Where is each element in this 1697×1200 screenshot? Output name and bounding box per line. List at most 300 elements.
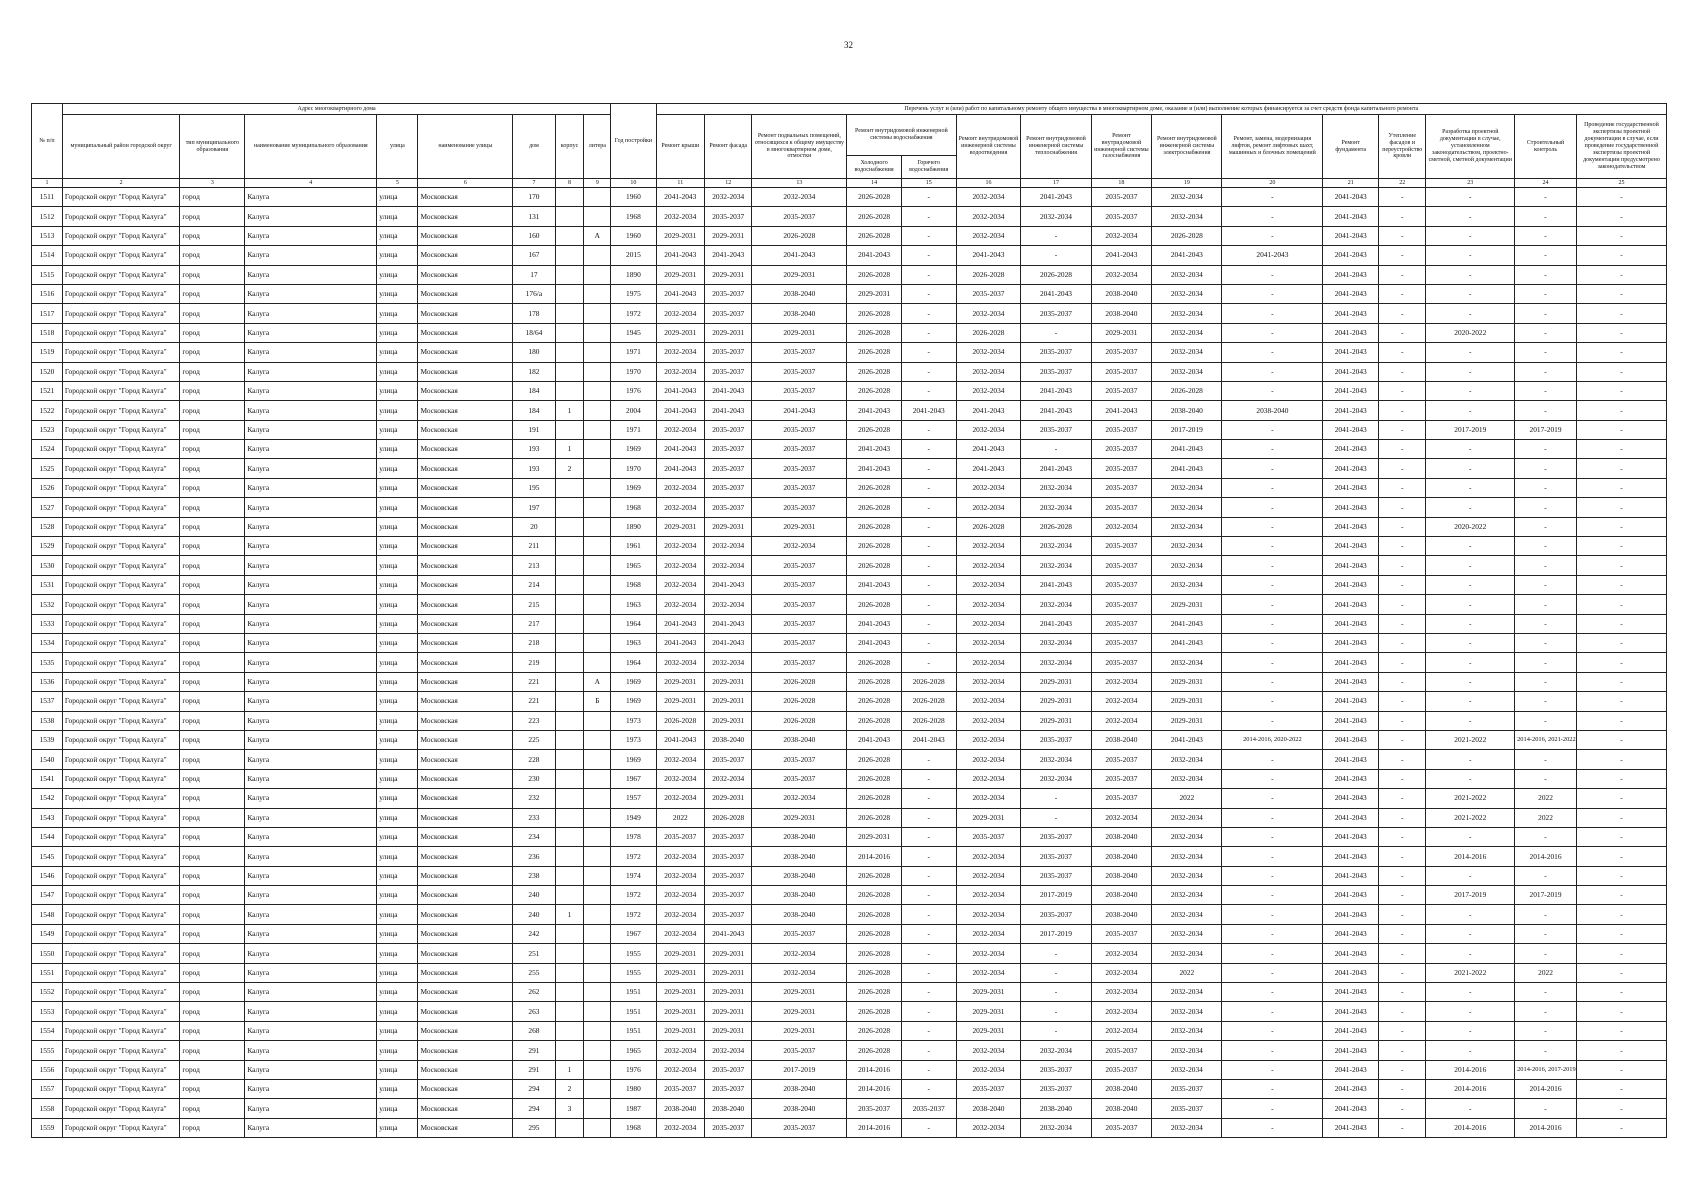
- table-cell: 2041-2043: [1323, 983, 1379, 1002]
- table-cell: 2041-2043: [656, 188, 704, 207]
- table-cell: Калуга: [245, 672, 377, 691]
- table-cell: -: [1576, 1079, 1666, 1098]
- table-cell: [584, 381, 611, 400]
- table-cell: -: [1576, 672, 1666, 691]
- table-cell: -: [1379, 595, 1426, 614]
- table-cell: город: [180, 944, 245, 963]
- table-cell: 1969: [611, 478, 656, 497]
- table-cell: город: [180, 188, 245, 207]
- table-cell: 2041-2043: [705, 924, 752, 943]
- table-cell: -: [1576, 886, 1666, 905]
- table-cell: 1978: [611, 827, 656, 846]
- table-cell: Городской округ "Город Калуга": [62, 478, 180, 497]
- table-cell: Городской округ "Город Калуга": [62, 1002, 180, 1021]
- table-cell: 2032-2034: [656, 866, 704, 885]
- table-cell: -: [901, 420, 956, 439]
- table-cell: 2041-2043: [1323, 886, 1379, 905]
- table-cell: -: [1222, 886, 1323, 905]
- table-cell: улица: [377, 886, 418, 905]
- table-cell: -: [1379, 323, 1426, 342]
- table-cell: 2029-2031: [656, 672, 704, 691]
- table-cell: 2032-2034: [956, 556, 1021, 575]
- table-cell: Городской округ "Город Калуга": [62, 1060, 180, 1079]
- table-cell: [584, 440, 611, 459]
- table-cell: город: [180, 537, 245, 556]
- table-cell: 1: [555, 1060, 584, 1079]
- table-cell: -: [1222, 575, 1323, 594]
- table-cell: улица: [377, 730, 418, 749]
- table-cell: 2032-2034: [705, 556, 752, 575]
- table-cell: город: [180, 595, 245, 614]
- table-cell: 225: [513, 730, 555, 749]
- table-cell: Московская: [418, 1060, 513, 1079]
- table-cell: Московская: [418, 265, 513, 284]
- table-cell: -: [1222, 633, 1323, 652]
- table-cell: -: [1576, 284, 1666, 303]
- column-number-cell: 3: [180, 179, 245, 188]
- table-cell: 2026-2028: [847, 207, 902, 226]
- table-cell: 2026-2028: [847, 595, 902, 614]
- table-cell: 2022: [1515, 808, 1577, 827]
- table-cell: 2022: [1152, 789, 1222, 808]
- table-cell: 268: [513, 1021, 555, 1040]
- table-cell: 184: [513, 381, 555, 400]
- table-cell: 2032-2034: [956, 575, 1021, 594]
- table-cell: 2035-2037: [847, 1099, 902, 1118]
- table-cell: -: [1515, 769, 1577, 788]
- table-cell: -: [1426, 905, 1515, 924]
- table-cell: -: [901, 827, 956, 846]
- table-cell: -: [1222, 827, 1323, 846]
- table-row: [32, 847, 1667, 866]
- table-cell: 2032-2034: [956, 672, 1021, 691]
- table-cell: улица: [377, 924, 418, 943]
- table-cell: 2017-2019: [1021, 924, 1091, 943]
- table-cell: 1557: [32, 1079, 63, 1098]
- table-cell: 2032-2034: [656, 847, 704, 866]
- table-cell: -: [1222, 459, 1323, 478]
- table-cell: Городской округ "Город Калуга": [62, 750, 180, 769]
- table-cell: 2035-2037: [1021, 304, 1091, 323]
- table-cell: 2017-2019: [1426, 886, 1515, 905]
- table-cell: -: [1379, 246, 1426, 265]
- table-cell: 1: [555, 401, 584, 420]
- table-cell: [555, 323, 584, 342]
- table-cell: [555, 866, 584, 885]
- table-cell: 1971: [611, 420, 656, 439]
- table-row: [32, 1002, 1667, 1021]
- table-cell: [584, 1099, 611, 1118]
- table-cell: 2029-2031: [705, 789, 752, 808]
- table-cell: 2041-2043: [1222, 246, 1323, 265]
- table-cell: 2032-2034: [656, 362, 704, 381]
- table-cell: Калуга: [245, 343, 377, 362]
- table-cell: улица: [377, 1060, 418, 1079]
- table-cell: -: [1576, 750, 1666, 769]
- table-cell: 2035-2037: [705, 847, 752, 866]
- column-number-cell: 12: [705, 179, 752, 188]
- table-cell: 2032-2034: [1152, 769, 1222, 788]
- table-cell: 1963: [611, 633, 656, 652]
- table-cell: улица: [377, 750, 418, 769]
- table-cell: улица: [377, 827, 418, 846]
- table-cell: 2035-2037: [705, 1060, 752, 1079]
- table-cell: 1529: [32, 537, 63, 556]
- table-cell: город: [180, 769, 245, 788]
- table-cell: 2: [555, 1079, 584, 1098]
- table-cell: 2032-2034: [1021, 1118, 1091, 1137]
- col-expertise-header: Проведение государственной экспертизы проектной документации в случае, если проведение государственной экспертизы проектной документации предусмотрено законодательством: [1576, 115, 1666, 179]
- table-cell: [584, 730, 611, 749]
- table-cell: [555, 420, 584, 439]
- table-cell: 2032-2034: [956, 847, 1021, 866]
- table-cell: 1968: [611, 498, 656, 517]
- table-cell: [584, 304, 611, 323]
- table-cell: 1972: [611, 847, 656, 866]
- table-cell: -: [901, 924, 956, 943]
- table-cell: улица: [377, 420, 418, 439]
- table-cell: -: [901, 459, 956, 478]
- table-cell: -: [1426, 924, 1515, 943]
- table-cell: 2041-2043: [1323, 614, 1379, 633]
- table-cell: Калуга: [245, 614, 377, 633]
- table-cell: [555, 226, 584, 245]
- table-cell: 2035-2037: [752, 1041, 847, 1060]
- col-basement-header: Ремонт подвальных помещений, относящихся к общему имуществу в многоквартирном доме, отмостки: [752, 115, 847, 179]
- table-cell: 2026-2028: [1152, 381, 1222, 400]
- table-cell: Московская: [418, 1079, 513, 1098]
- table-cell: 3: [555, 1099, 584, 1118]
- table-cell: Калуга: [245, 1021, 377, 1040]
- table-cell: -: [1222, 1060, 1323, 1079]
- table-cell: 2041-2043: [1323, 188, 1379, 207]
- table-cell: 1514: [32, 246, 63, 265]
- table-cell: 2017-2019: [1515, 886, 1577, 905]
- table-cell: 2032-2034: [1021, 595, 1091, 614]
- table-cell: 2032-2034: [752, 537, 847, 556]
- table-cell: [584, 866, 611, 885]
- table-cell: 2026-2028: [847, 653, 902, 672]
- table-cell: 2032-2034: [1152, 575, 1222, 594]
- table-cell: 2041-2043: [1021, 401, 1091, 420]
- table-cell: Московская: [418, 362, 513, 381]
- table-cell: Московская: [418, 808, 513, 827]
- table-cell: -: [1515, 188, 1577, 207]
- table-cell: Калуга: [245, 537, 377, 556]
- table-cell: Калуга: [245, 517, 377, 536]
- table-cell: 2032-2034: [656, 304, 704, 323]
- table-cell: 2032-2034: [1152, 478, 1222, 497]
- table-cell: 2035-2037: [1091, 595, 1152, 614]
- table-cell: 2026-2028: [901, 672, 956, 691]
- table-cell: 2032-2034: [656, 478, 704, 497]
- table-cell: 2032-2034: [656, 556, 704, 575]
- table-cell: город: [180, 323, 245, 342]
- table-cell: -: [1515, 711, 1577, 730]
- table-cell: -: [1222, 556, 1323, 575]
- table-cell: -: [1222, 789, 1323, 808]
- table-cell: Городской округ "Город Калуга": [62, 633, 180, 652]
- table-cell: 2026-2028: [1021, 265, 1091, 284]
- table-row: [32, 750, 1667, 769]
- table-cell: 1972: [611, 304, 656, 323]
- table-cell: 2035-2037: [1091, 1041, 1152, 1060]
- table-cell: 2035-2037: [705, 905, 752, 924]
- table-row: [32, 789, 1667, 808]
- table-cell: 2029-2031: [656, 323, 704, 342]
- table-cell: 2041-2043: [1323, 789, 1379, 808]
- table-cell: улица: [377, 401, 418, 420]
- table-cell: город: [180, 362, 245, 381]
- table-cell: 2035-2037: [956, 827, 1021, 846]
- table-cell: 2022: [1515, 963, 1577, 982]
- table-cell: 2022: [1515, 789, 1577, 808]
- column-number-cell: 15: [901, 179, 956, 188]
- table-cell: -: [901, 653, 956, 672]
- table-cell: 2032-2034: [1091, 711, 1152, 730]
- table-cell: [555, 188, 584, 207]
- table-cell: -: [901, 226, 956, 245]
- column-number-cell: 18: [1091, 179, 1152, 188]
- table-cell: 2041-2043: [1152, 730, 1222, 749]
- table-cell: Городской округ "Город Калуга": [62, 730, 180, 749]
- table-cell: 2026-2028: [847, 537, 902, 556]
- table-cell: Городской округ "Город Калуга": [62, 556, 180, 575]
- table-cell: 2032-2034: [1021, 750, 1091, 769]
- table-cell: [555, 672, 584, 691]
- table-cell: [584, 188, 611, 207]
- table-cell: Московская: [418, 517, 513, 536]
- table-cell: Московская: [418, 284, 513, 303]
- table-cell: 2041-2043: [1323, 692, 1379, 711]
- table-cell: город: [180, 498, 245, 517]
- table-cell: город: [180, 226, 245, 245]
- table-cell: город: [180, 924, 245, 943]
- table-cell: -: [1576, 847, 1666, 866]
- table-cell: -: [1426, 614, 1515, 633]
- table-row: [32, 478, 1667, 497]
- table-cell: 2041-2043: [901, 730, 956, 749]
- table-cell: 2041-2043: [1323, 478, 1379, 497]
- table-cell: 2041-2043: [1323, 1002, 1379, 1021]
- table-cell: 2035-2037: [705, 866, 752, 885]
- table-cell: 2032-2034: [1152, 362, 1222, 381]
- table-cell: -: [1576, 188, 1666, 207]
- table-row: [32, 1099, 1667, 1118]
- table-cell: Московская: [418, 595, 513, 614]
- table-cell: 2032-2034: [1152, 1041, 1222, 1060]
- table-cell: 1969: [611, 672, 656, 691]
- table-cell: 291: [513, 1060, 555, 1079]
- table-cell: 2032-2034: [1091, 265, 1152, 284]
- table-cell: 1528: [32, 517, 63, 536]
- table-cell: -: [1426, 1099, 1515, 1118]
- table-cell: 2032-2034: [656, 924, 704, 943]
- table-cell: 2032-2034: [956, 769, 1021, 788]
- table-cell: 2041-2043: [1323, 944, 1379, 963]
- table-cell: 1551: [32, 963, 63, 982]
- table-cell: 2032-2034: [1091, 944, 1152, 963]
- table-cell: 2041-2043: [1021, 188, 1091, 207]
- table-cell: 1968: [611, 575, 656, 594]
- table-cell: -: [1021, 963, 1091, 982]
- table-cell: 1530: [32, 556, 63, 575]
- table-cell: -: [1222, 440, 1323, 459]
- table-cell: 1965: [611, 556, 656, 575]
- table-cell: 2032-2034: [956, 537, 1021, 556]
- table-cell: [555, 1041, 584, 1060]
- table-cell: 2032-2034: [956, 226, 1021, 245]
- table-cell: 2041-2043: [705, 401, 752, 420]
- table-cell: 1: [555, 440, 584, 459]
- table-cell: город: [180, 750, 245, 769]
- table-cell: -: [1576, 789, 1666, 808]
- table-cell: Калуга: [245, 692, 377, 711]
- table-cell: 2035-2037: [1021, 827, 1091, 846]
- table-cell: [555, 207, 584, 226]
- table-cell: 242: [513, 924, 555, 943]
- column-number-cell: 9: [584, 179, 611, 188]
- table-cell: 2041-2043: [1152, 459, 1222, 478]
- table-cell: Калуга: [245, 827, 377, 846]
- table-cell: Калуга: [245, 1060, 377, 1079]
- table-cell: Московская: [418, 866, 513, 885]
- table-row: [32, 537, 1667, 556]
- table-cell: 1516: [32, 284, 63, 303]
- table-body: [32, 188, 1667, 1138]
- table-cell: 2029-2031: [1021, 672, 1091, 691]
- table-cell: 2029-2031: [656, 983, 704, 1002]
- table-cell: 2038-2040: [752, 284, 847, 303]
- table-cell: 2017-2019: [752, 1060, 847, 1079]
- table-cell: -: [901, 517, 956, 536]
- table-cell: город: [180, 381, 245, 400]
- table-cell: -: [1515, 362, 1577, 381]
- table-cell: 1970: [611, 362, 656, 381]
- table-cell: 1951: [611, 1021, 656, 1040]
- table-cell: -: [901, 440, 956, 459]
- col-facade-header: Ремонт фасада: [705, 115, 752, 179]
- table-cell: [584, 1079, 611, 1098]
- table-cell: город: [180, 653, 245, 672]
- table-cell: -: [901, 1002, 956, 1021]
- table-cell: 2032-2034: [1152, 847, 1222, 866]
- table-cell: 1949: [611, 808, 656, 827]
- table-row: [32, 323, 1667, 342]
- table-cell: -: [1576, 246, 1666, 265]
- table-row: [32, 188, 1667, 207]
- table-cell: -: [1576, 924, 1666, 943]
- table-cell: 2032-2034: [1152, 944, 1222, 963]
- table-cell: [584, 905, 611, 924]
- table-cell: улица: [377, 1041, 418, 1060]
- table-cell: 295: [513, 1118, 555, 1137]
- table-cell: -: [1515, 478, 1577, 497]
- table-cell: 2014-2016: [1515, 1079, 1577, 1098]
- table-cell: Калуга: [245, 1079, 377, 1098]
- table-cell: -: [1379, 362, 1426, 381]
- table-cell: [555, 730, 584, 749]
- table-cell: -: [1576, 711, 1666, 730]
- table-cell: 2041-2043: [1323, 769, 1379, 788]
- table-cell: -: [901, 1021, 956, 1040]
- table-cell: 2032-2034: [656, 1060, 704, 1079]
- table-cell: 2035-2037: [1091, 440, 1152, 459]
- table-cell: -: [1515, 944, 1577, 963]
- table-cell: 2041-2043: [1021, 284, 1091, 303]
- table-cell: 2032-2034: [656, 420, 704, 439]
- table-cell: улица: [377, 1079, 418, 1098]
- table-cell: город: [180, 1118, 245, 1137]
- table-cell: 2035-2037: [1021, 343, 1091, 362]
- table-cell: -: [1021, 1002, 1091, 1021]
- table-cell: 2035-2037: [752, 924, 847, 943]
- table-cell: -: [1426, 440, 1515, 459]
- table-cell: 2032-2034: [1152, 866, 1222, 885]
- table-cell: 197: [513, 498, 555, 517]
- col-house-header: дом: [513, 115, 555, 179]
- table-cell: -: [1379, 1002, 1426, 1021]
- table-cell: 1968: [611, 207, 656, 226]
- table-cell: Московская: [418, 226, 513, 245]
- table-cell: [555, 827, 584, 846]
- table-cell: 240: [513, 905, 555, 924]
- table-cell: 2032-2034: [656, 653, 704, 672]
- table-cell: 2032-2034: [656, 575, 704, 594]
- table-cell: 2035-2037: [705, 1118, 752, 1137]
- table-cell: 2041-2043: [1323, 808, 1379, 827]
- table-cell: 2032-2034: [956, 304, 1021, 323]
- table-cell: -: [1021, 983, 1091, 1002]
- table-cell: 255: [513, 963, 555, 982]
- table-cell: 2032-2034: [1091, 226, 1152, 245]
- table-cell: 2032-2034: [705, 537, 752, 556]
- table-cell: 2026-2028: [1152, 226, 1222, 245]
- table-cell: 2041-2043: [1323, 381, 1379, 400]
- table-cell: 215: [513, 595, 555, 614]
- table-cell: -: [1222, 711, 1323, 730]
- table-cell: 233: [513, 808, 555, 827]
- table-cell: -: [1222, 1099, 1323, 1118]
- table-cell: 2029-2031: [705, 517, 752, 536]
- table-cell: 2032-2034: [956, 207, 1021, 226]
- table-cell: 1541: [32, 769, 63, 788]
- table-cell: 180: [513, 343, 555, 362]
- table-cell: -: [1021, 1021, 1091, 1040]
- table-cell: 2041-2043: [956, 440, 1021, 459]
- table-cell: -: [1222, 905, 1323, 924]
- table-cell: город: [180, 614, 245, 633]
- table-row: [32, 1041, 1667, 1060]
- table-cell: -: [1379, 537, 1426, 556]
- table-cell: Калуга: [245, 730, 377, 749]
- table-cell: -: [1515, 284, 1577, 303]
- table-cell: 182: [513, 362, 555, 381]
- table-cell: 2026-2028: [847, 188, 902, 207]
- table-cell: 2014-2016: [847, 847, 902, 866]
- table-cell: -: [1576, 692, 1666, 711]
- table-cell: 2035-2037: [1091, 633, 1152, 652]
- table-cell: -: [1379, 207, 1426, 226]
- table-cell: -: [1515, 750, 1577, 769]
- table-cell: 2021-2022: [1426, 808, 1515, 827]
- table-cell: 2035-2037: [705, 886, 752, 905]
- table-cell: город: [180, 789, 245, 808]
- table-cell: [584, 420, 611, 439]
- table-cell: 2041-2043: [1021, 459, 1091, 478]
- table-cell: 2041-2043: [656, 401, 704, 420]
- table-cell: 2041-2043: [705, 614, 752, 633]
